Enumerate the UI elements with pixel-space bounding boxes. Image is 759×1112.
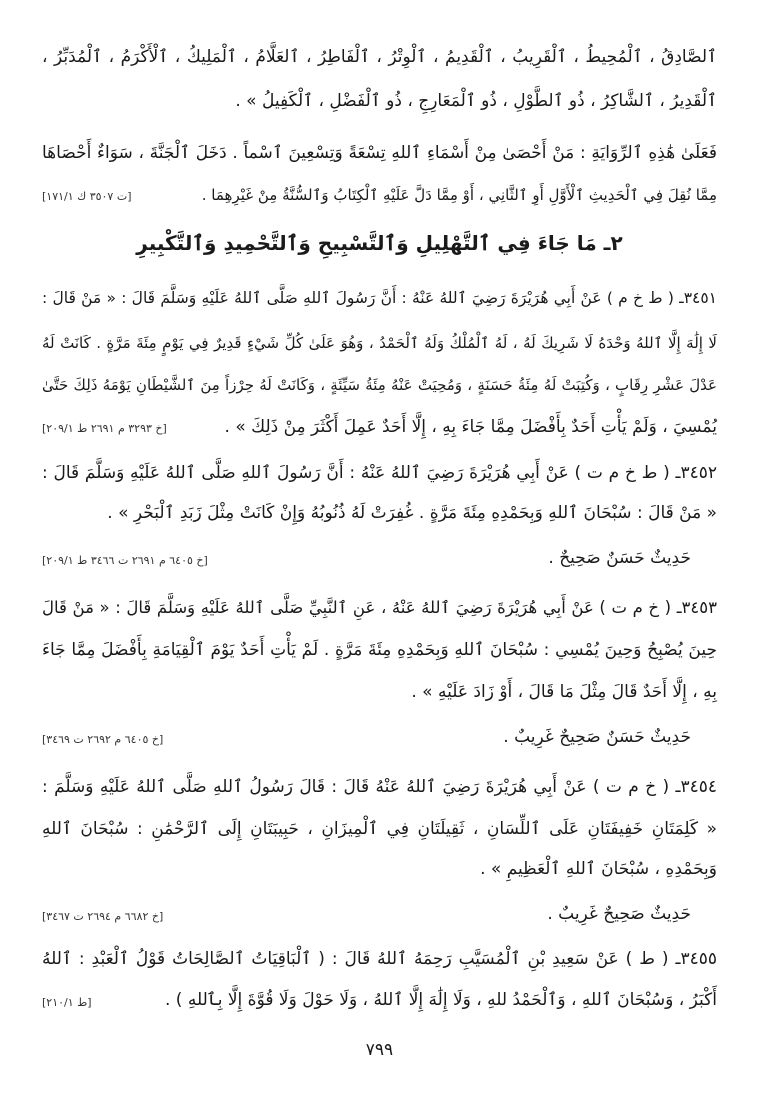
hadith-3452-reference: [خ ٦٤٠٥ م ٢٦٩١ ت ٣٤٦٦ ط ٢٠٩/١] xyxy=(42,554,208,567)
hadith-3455-reference: [ط ٢١٠/١] xyxy=(42,996,92,1009)
page-number: ٧٩٩ xyxy=(365,1040,394,1060)
intro-line-2: ٱلْقَدِيرُ ، ٱلشَّاكِرُ ، ذُو ٱلطَّوْلِ ، ذُو ٱلْمَعَارِجِ ، ذُو ٱلْفَضْلِ ، ٱلْكَفِيلُ » . xyxy=(235,91,717,111)
intro-line-1: ٱلصَّادِقُ ، ٱلْمُحِيطُ ، ٱلْقَرِيبُ ، ٱلْقَدِيمُ ، ٱلْوِتْرُ ، ٱلْفَاطِرُ ، ٱلعَلَّامُ ، ٱلْمَلِيكُ ، ٱلْأَكْرَمُ ، ٱلْمُدَبِّرُ ، xyxy=(42,47,717,67)
hadith-3451-line-1: ٣٤٥١ـ ( ط خ م ) عَنْ أَبِي هُرَيْرَةَ رَضِيَ ٱللهُ عَنْهُ : أَنَّ رَسُولَ ٱللهِ صَلَّى ٱللهُ عَلَيْهِ وَسَلَّمَ قَالَ : « مَنْ قَالَ : xyxy=(42,289,717,307)
hadith-3451-line-2: لَا إِلَٰهَ إِلَّا ٱللهُ وَحْدَهُ لَا شَرِيكَ لَهُ ، لَهُ ٱلْمُلْكُ وَلَهُ ٱلْحَمْدُ ، وَهُوَ عَلَىٰ كُلِّ شَيْءٍ قَدِيرٌ فِي يَوْمٍ مِئَةَ مَرَّةٍ . كَانَتْ لَهُ xyxy=(42,334,717,352)
hadith-3454-line-2: « كَلِمَتَانِ خَفِيفَتَانِ عَلَى ٱللِّسَانِ ، ثَقِيلَتَانِ فِي ٱلْمِيزَانِ ، حَبِيبَتَانِ إِلَى ٱلرَّحْمَٰنِ : سُبْحَانَ ٱللهِ xyxy=(42,819,717,839)
hadith-3453-reference: [خ ٦٤٠٥ م ٢٦٩٢ ت ٣٤٦٩] xyxy=(42,733,164,746)
hadith-3452-line-1: ٣٤٥٢ـ ( ط خ م ت ) عَنْ أَبِي هُرَيْرَةَ رَضِيَ ٱللهُ عَنْهُ : أَنَّ رَسُولَ ٱللهِ صَلَّى ٱللهُ عَلَيْهِ وَسَلَّمَ قَالَ : xyxy=(42,463,717,483)
hadith-3451-line-3: عَدْلَ عَشْرِ رِقَابٍ ، وَكُتِبَتْ لَهُ مِئَةُ حَسَنَةٍ ، وَمُحِيَتْ عَنْهُ مِئَةُ سَيِّئَةٍ ، وَكَانَتْ لَهُ حِرْزاً مِنَ ٱلشَّيْطَانِ يَوْمَهُ ذَلِكَ حَتَّىٰ xyxy=(42,376,717,394)
hadith-3454-grade: حَدِيثٌ صَحِيحٌ غَرِيبٌ . xyxy=(547,904,691,924)
hadith-3452-line-2: « مَنْ قَالَ : سُبْحَانَ ٱللهِ وَبِحَمْدِهِ مِئَةَ مَرَّةٍ . غُفِرَتْ لَهُ ذُنُوبُهُ وَإِنْ كَانَتْ مِثْلَ زَبَدِ ٱلْبَحْرِ » . xyxy=(107,503,717,523)
hadith-3454-reference: [خ ٦٦٨٢ م ٢٦٩٤ ت ٣٤٦٧] xyxy=(42,910,164,923)
hadith-3452-grade: حَدِيثٌ حَسَنٌ صَحِيحٌ . xyxy=(548,548,691,568)
hadith-3455-line-1: ٣٤٥٥ـ ( ط ) عَنْ سَعِيدِ بْنِ ٱلْمُسَيَّبِ رَحِمَهُ ٱللهُ قَالَ : ( ٱلْبَاقِيَاتُ ٱلصَّالِحَاتُ قَوْلُ ٱلْعَبْدِ : ٱللهُ xyxy=(42,949,717,969)
hadith-3455-line-2: أَكْبَرُ ، وَسُبْحَانَ ٱللهِ ، وَٱلْحَمْدُ للهِ ، وَلَا إِلَٰهَ إِلَّا ٱللهُ ، وَلَا حَوْلَ وَلَا قُوَّةَ إِلَّا بِٱللهِ ) . xyxy=(164,990,717,1010)
hadith-3453-grade: حَدِيثٌ حَسَنٌ صَحِيحٌ غَرِيبٌ . xyxy=(503,727,691,747)
intro-line-3: فَعَلَىٰ هَٰذِهِ ٱلرِّوَايَةِ : مَنْ أَحْصَىٰ مِنْ أَسْمَاءِ ٱللهِ تِسْعَةً وَتِسْعِينَ ٱسْماً . دَخَلَ ٱلْجَنَّةَ ، سَوَاءٌ أَحْصَاهَا xyxy=(42,143,717,163)
hadith-3454-line-3: وَبِحَمْدِهِ ، سُبْحَانَ ٱللهِ ٱلْعَظِيمِ » . xyxy=(480,859,717,879)
hadith-3453-line-1: ٣٤٥٣ـ ( خ م ت ) عَنْ أَبِي هُرَيْرَةَ رَضِيَ ٱللهُ عَنْهُ ، عَنِ ٱلنَّبِيِّ صَلَّى ٱللهُ عَلَيْهِ وَسَلَّمَ قَالَ : « مَنْ قَالَ xyxy=(42,598,717,617)
hadith-3453-line-2: حِينَ يُصْبِحُ وَحِينَ يُمْسِي : سُبْحَانَ ٱللهِ وَبِحَمْدِهِ مِئَةَ مَرَّةٍ . لَمْ يَأْتِ أَحَدٌ يَوْمَ ٱلْقِيَامَةِ بِأَفْضَلَ مِمَّا جَاءَ xyxy=(42,640,717,660)
hadith-3453-line-3: بِهِ ، إِلَّا أَحَدٌ قَالَ مِثْلَ مَا قَالَ ، أَوْ زَادَ عَلَيْهِ » . xyxy=(411,682,717,702)
intro-line-4: مِمَّا نُقِلَ فِي ٱلْحَدِيثِ ٱلْأَوَّلِ أَوِ ٱلثَّانِي ، أَوْ مِمَّا دَلَّ عَلَيْهِ ٱلْكِتَابُ وَٱلسُّنَّةُ مِنْ غَيْرِهِمَا . xyxy=(201,186,717,204)
intro-reference: [ت ٣٥٠٧ ك ١٧١/١] xyxy=(42,190,132,203)
hadith-3451-reference: [خ ٣٢٩٣ م ٢٦٩١ ط ٢٠٩/١] xyxy=(42,422,167,435)
hadith-3451-line-4: يُمْسِيَ ، وَلَمْ يَأْتِ أَحَدٌ بِأَفْضَلَ مِمَّا جَاءَ بِهِ ، إِلَّا أَحَدٌ عَمِلَ أَكْثَرَ مِنْ ذَلِكَ » . xyxy=(224,417,717,437)
section-title: ٢ـ مَا جَاءَ فِي ٱلتَّهْلِيلِ وَٱلتَّسْبِيحِ وَٱلتَّحْمِيدِ وَٱلتَّكْبِيرِ xyxy=(136,231,623,255)
hadith-3454-line-1: ٣٤٥٤ـ ( خ م ت ) عَنْ أَبِي هُرَيْرَةَ رَضِيَ ٱللهُ عَنْهُ قَالَ : قَالَ رَسُولُ ٱللهِ صَلَّى ٱللهُ عَلَيْهِ وَسَلَّمَ : xyxy=(42,777,717,797)
